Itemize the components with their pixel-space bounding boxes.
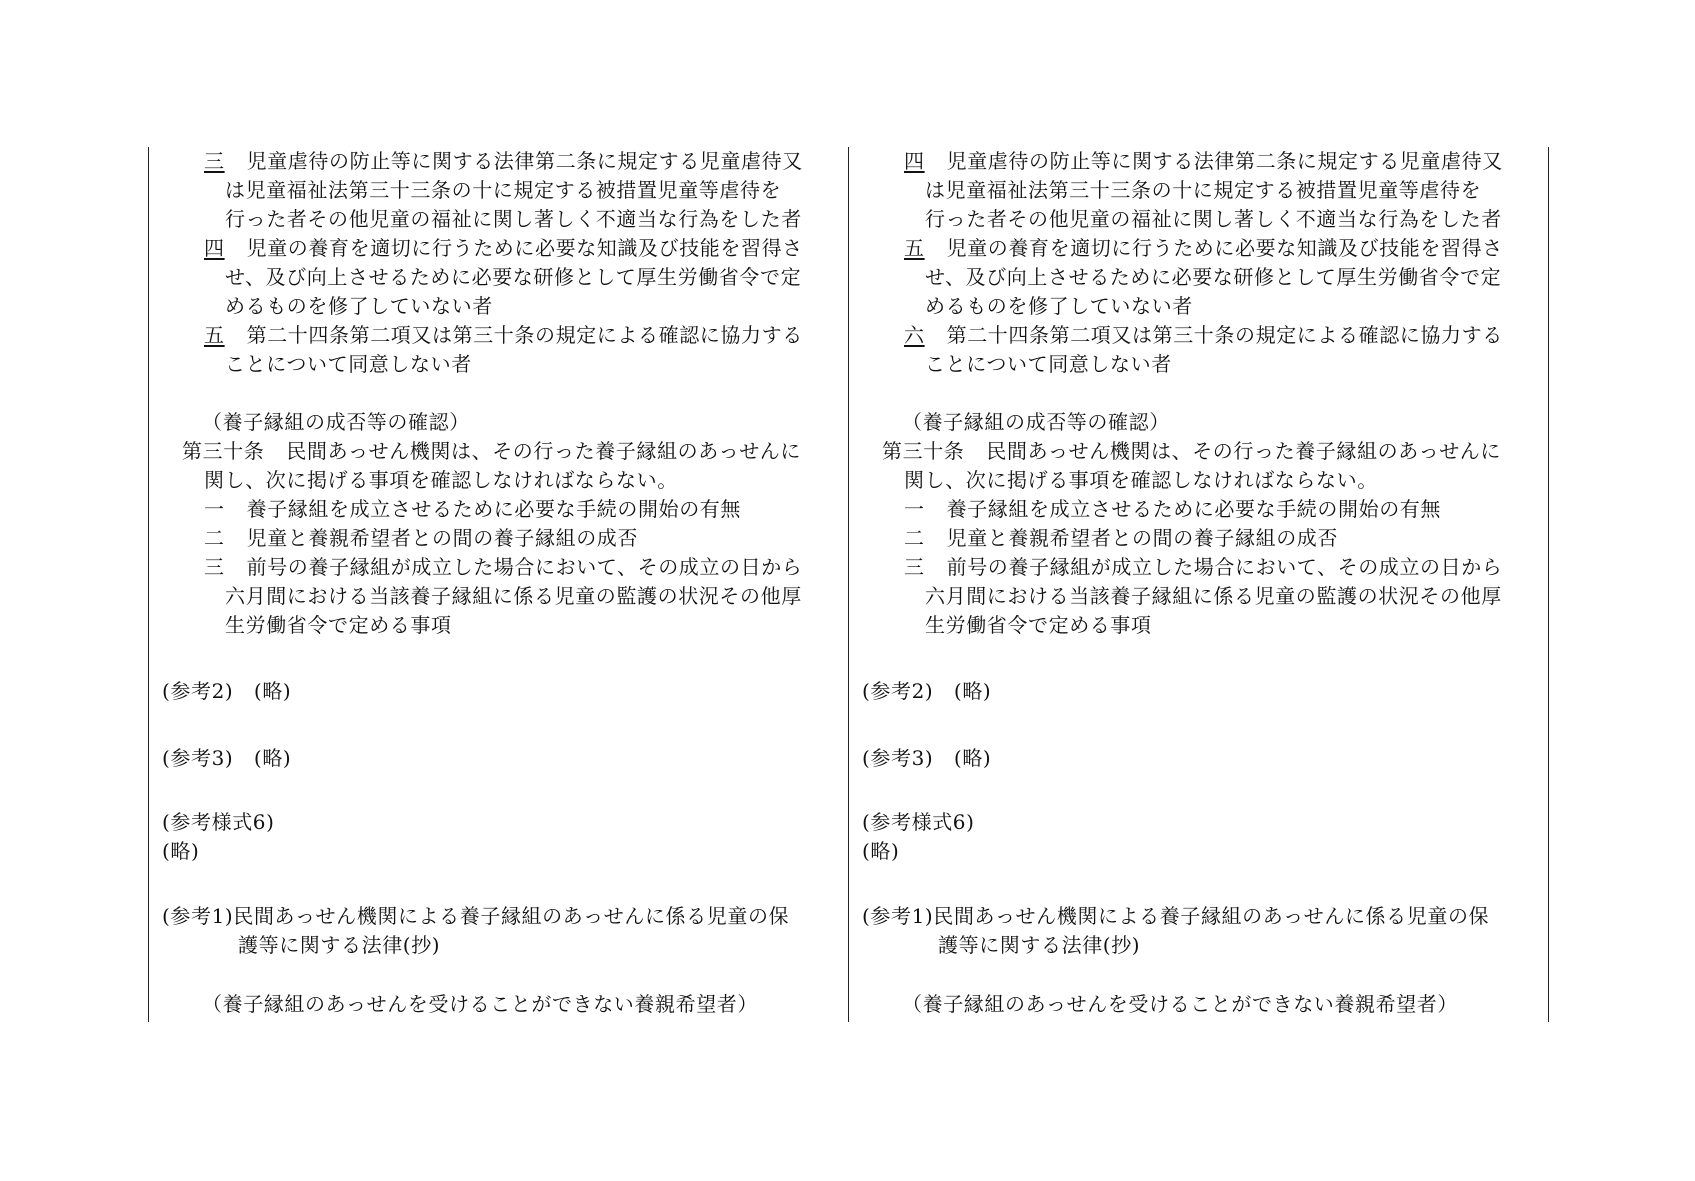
final-heading: （養子縁組のあっせんを受けることができない養親希望者） — [202, 992, 758, 1016]
left-border-rule — [148, 147, 149, 1022]
reference-2: (参考2) (略) — [862, 679, 992, 703]
sub-item-3-line-3: 生労働省令で定める事項 — [925, 613, 1152, 637]
article-30-heading: （養子縁組の成否等の確認） — [902, 410, 1170, 434]
item-3-line-3: 行った者その他児童の福祉に関し著しく不適当な行為をした者 — [225, 207, 802, 231]
item-number: 三 — [204, 149, 225, 173]
item-number: 五 — [904, 236, 925, 260]
reference-1-line-2: 護等に関する法律(抄) — [938, 933, 1141, 957]
reference-1-line-2: 護等に関する法律(抄) — [238, 933, 441, 957]
item-6-line-1: 六 第二十四条第二項又は第三十条の規定による確認に協力する — [904, 323, 1503, 347]
reference-1-line-1: (参考1)民間あっせん機関による養子縁組のあっせんに係る児童の保 — [162, 904, 790, 928]
item-5-line-2: ことについて同意しない者 — [225, 352, 472, 376]
item-number: 四 — [904, 149, 925, 173]
reference-2: (参考2) (略) — [162, 679, 292, 703]
sub-item-1: 一 養子縁組を成立させるために必要な手続の開始の有無 — [904, 497, 1442, 521]
article-30-line-2: 関し、次に掲げる事項を確認しなければならない。 — [204, 468, 678, 492]
reference-3: (参考3) (略) — [862, 746, 992, 770]
reference-form-6: (参考様式6) — [162, 810, 275, 834]
sub-item-3-line-1: 三 前号の養子縁組が成立した場合において、その成立の日から — [204, 555, 803, 579]
item-4-line-3: 行った者その他児童の福祉に関し著しく不適当な行為をした者 — [925, 207, 1502, 231]
item-4-line-1: 四 児童の養育を適切に行うために必要な知識及び技能を習得さ — [204, 236, 803, 260]
sub-item-3-line-2: 六月間における当該養子縁組に係る児童の監護の状況その他厚 — [225, 584, 802, 608]
center-divider-rule — [848, 147, 849, 1022]
final-heading: （養子縁組のあっせんを受けることができない養親希望者） — [902, 992, 1458, 1016]
item-4-line-3: めるものを修了していない者 — [225, 294, 493, 318]
sub-item-3-line-2: 六月間における当該養子縁組に係る児童の監護の状況その他厚 — [925, 584, 1502, 608]
item-5-line-1: 五 第二十四条第二項又は第三十条の規定による確認に協力する — [204, 323, 803, 347]
sub-item-2: 二 児童と養親希望者との間の養子縁組の成否 — [904, 526, 1339, 550]
item-6-line-2: ことについて同意しない者 — [925, 352, 1172, 376]
reference-3: (参考3) (略) — [162, 746, 292, 770]
omitted-note: (略) — [162, 839, 200, 863]
article-30-line-1: 第三十条 民間あっせん機関は、その行った養子縁組のあっせんに — [882, 439, 1502, 463]
omitted-note: (略) — [862, 839, 900, 863]
right-border-rule — [1548, 147, 1549, 1022]
item-5-line-3: めるものを修了していない者 — [925, 294, 1193, 318]
item-5-line-1: 五 児童の養育を適切に行うために必要な知識及び技能を習得さ — [904, 236, 1503, 260]
article-30-line-1: 第三十条 民間あっせん機関は、その行った養子縁組のあっせんに — [182, 439, 802, 463]
item-3-line-1: 三 児童虐待の防止等に関する法律第二条に規定する児童虐待又 — [204, 149, 803, 173]
item-3-line-2: は児童福祉法第三十三条の十に規定する被措置児童等虐待を — [225, 178, 782, 202]
reference-1-line-1: (参考1)民間あっせん機関による養子縁組のあっせんに係る児童の保 — [862, 904, 1490, 928]
sub-item-3-line-3: 生労働省令で定める事項 — [225, 613, 452, 637]
item-number: 六 — [904, 323, 925, 347]
sub-item-1: 一 養子縁組を成立させるために必要な手続の開始の有無 — [204, 497, 742, 521]
item-4-line-2: は児童福祉法第三十三条の十に規定する被措置児童等虐待を — [925, 178, 1482, 202]
item-5-line-2: せ、及び向上させるために必要な研修として厚生労働省令で定 — [925, 265, 1502, 289]
item-4-line-1: 四 児童虐待の防止等に関する法律第二条に規定する児童虐待又 — [904, 149, 1503, 173]
article-30-line-2: 関し、次に掲げる事項を確認しなければならない。 — [904, 468, 1378, 492]
article-30-heading: （養子縁組の成否等の確認） — [202, 410, 470, 434]
sub-item-2: 二 児童と養親希望者との間の養子縁組の成否 — [204, 526, 639, 550]
item-4-line-2: せ、及び向上させるために必要な研修として厚生労働省令で定 — [225, 265, 802, 289]
item-number: 五 — [204, 323, 225, 347]
reference-form-6: (参考様式6) — [862, 810, 975, 834]
item-number: 四 — [204, 236, 225, 260]
sub-item-3-line-1: 三 前号の養子縁組が成立した場合において、その成立の日から — [904, 555, 1503, 579]
